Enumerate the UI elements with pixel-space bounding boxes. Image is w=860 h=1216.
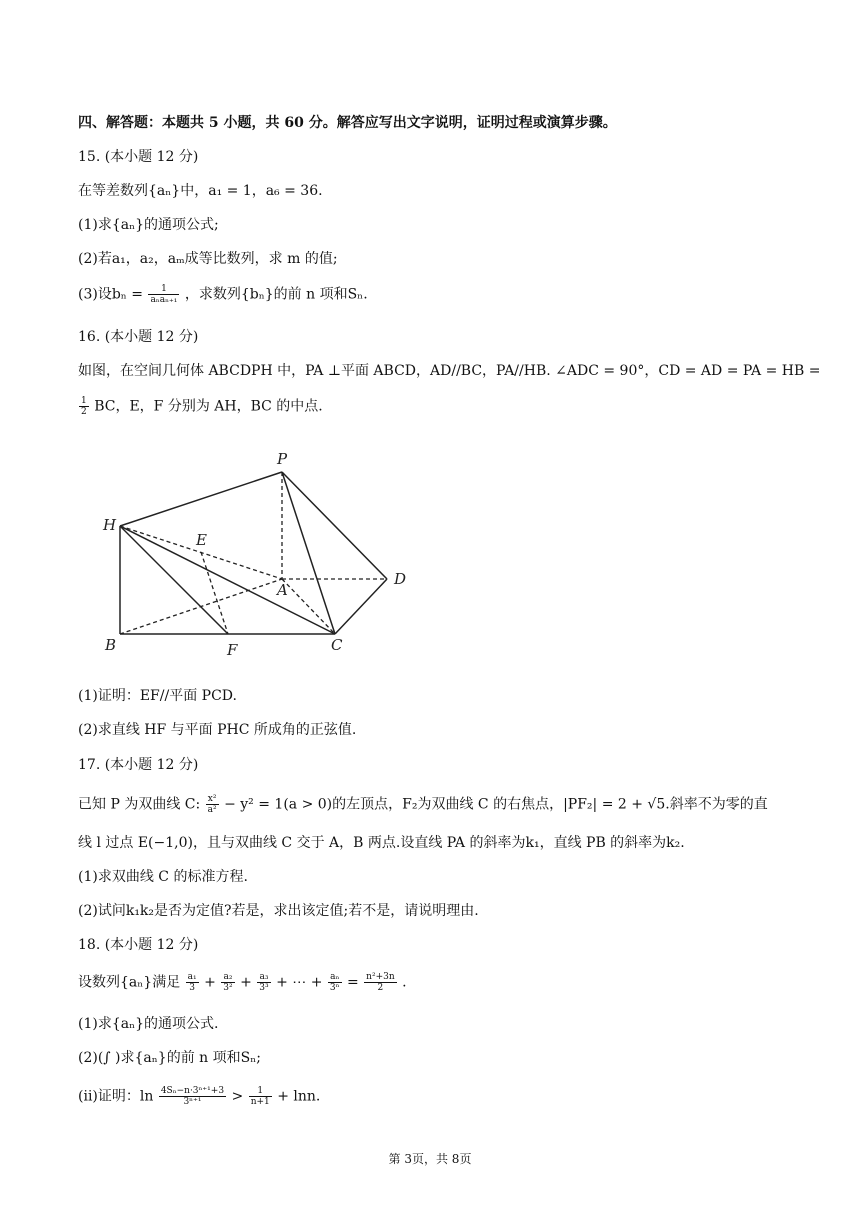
term-fraction-2 bbox=[221, 972, 234, 993]
q15-part3 bbox=[78, 284, 368, 305]
label-F: F bbox=[227, 641, 238, 659]
q16-stem-line2-text: BC，E，F 分别为 AH，BC 的中点. bbox=[94, 398, 323, 415]
fraction-numerator: x² bbox=[206, 794, 219, 805]
label-H: H bbox=[103, 516, 117, 534]
rhs-fraction bbox=[364, 972, 396, 993]
q16-part2: (2)求直线 HF 与平面 PHC 所成角的正弦值. bbox=[78, 722, 357, 738]
plus-sign: + bbox=[240, 974, 252, 991]
fraction-denominator: a² bbox=[207, 805, 217, 815]
fraction-denominator: aₙaₙ₊₁ bbox=[150, 295, 178, 305]
label-D: D bbox=[394, 570, 407, 588]
q18-stem bbox=[78, 972, 407, 993]
fraction-numerator: 4Sₙ−n·3ⁿ⁺¹+3 bbox=[160, 1086, 225, 1096]
q15-part2: (2)若a₁，a₂，aₘ成等比数列，求 m 的值; bbox=[78, 251, 338, 267]
edge-HP bbox=[120, 472, 282, 526]
edge-PC bbox=[282, 472, 335, 634]
q17-stem-post: − y² = 1(a > 0)的左顶点，F₂为双曲线 C 的右焦点，|PF₂| = 2 + √5.斜率不为零的直 bbox=[224, 796, 768, 813]
fraction-denominator: 3ⁿ⁺¹ bbox=[183, 1097, 202, 1107]
fraction-numerator: 1 bbox=[249, 1086, 272, 1097]
term-fraction-1 bbox=[186, 972, 199, 993]
q15-part3-pre: (3)设bₙ = bbox=[78, 286, 144, 303]
label-C: C bbox=[331, 636, 343, 654]
edge-PD bbox=[282, 472, 387, 579]
edge-AC-dashed bbox=[282, 579, 335, 634]
equals-sign: = bbox=[346, 974, 359, 991]
q16-header: 16. (本小题 12 分) bbox=[78, 329, 199, 345]
term-fraction-n bbox=[328, 972, 342, 993]
edge-HF bbox=[120, 526, 228, 634]
q16-part1: (1)证明：EF//平面 PCD. bbox=[78, 688, 237, 704]
fraction-denominator: 3ⁿ bbox=[329, 983, 340, 993]
q16-stem-line1: 如图，在空间几何体 ABCDPH 中，PA ⊥平面 ABCD，AD//BC，PA//HB. ∠ADC = 90°，CD = AD = PA = HB = bbox=[78, 363, 821, 379]
edge-HC bbox=[120, 526, 335, 634]
half-fraction bbox=[79, 396, 89, 417]
label-A: A bbox=[277, 581, 288, 599]
fraction-denominator: 2 bbox=[81, 407, 87, 417]
log-argument-fraction bbox=[159, 1086, 226, 1107]
q15-stem: 在等差数列{aₙ}中，a₁ = 1，a₆ = 36. bbox=[78, 183, 323, 199]
q15-part1: (1)求{aₙ}的通项公式; bbox=[78, 217, 219, 233]
fraction-denominator: 2 bbox=[377, 983, 384, 993]
q17-header: 17. (本小题 12 分) bbox=[78, 757, 199, 773]
q15-part3-fraction bbox=[148, 284, 179, 305]
q17-stem-pre: 已知 P 为双曲线 C: bbox=[78, 796, 201, 813]
q15-part3-post: ，求数列{bₙ}的前 n 项和Sₙ. bbox=[184, 286, 368, 303]
section-heading: 四、解答题：本题共 5 小题，共 60 分。解答应写出文字说明，证明过程或演算步骤。 bbox=[78, 115, 617, 131]
q18-header: 18. (本小题 12 分) bbox=[78, 937, 199, 953]
fraction-numerator: 1 bbox=[148, 284, 179, 295]
q15-header: 15. (本小题 12 分) bbox=[78, 149, 199, 165]
label-P: P bbox=[277, 450, 288, 468]
reciprocal-fraction bbox=[249, 1086, 272, 1107]
fraction-numerator: 1 bbox=[81, 396, 87, 406]
fraction-numerator: a₃ bbox=[257, 972, 270, 983]
hyperbola-fraction bbox=[206, 794, 219, 815]
edge-EF-dashed bbox=[201, 552, 228, 634]
q18-part3 bbox=[78, 1086, 320, 1107]
label-B: B bbox=[105, 636, 117, 654]
fraction-denominator: 3³ bbox=[259, 983, 269, 993]
fraction-numerator: a₂ bbox=[221, 972, 234, 983]
fraction-numerator: a₁ bbox=[187, 972, 197, 982]
term-fraction-3 bbox=[257, 972, 270, 993]
q18-part3-post: + lnn. bbox=[277, 1088, 321, 1105]
q16-stem-line2 bbox=[78, 396, 323, 417]
q18-part1: (1)求{aₙ}的通项公式. bbox=[78, 1016, 219, 1032]
edge-DC bbox=[335, 579, 387, 634]
edge-BA-dashed bbox=[120, 579, 282, 634]
stem-end: . bbox=[402, 974, 407, 991]
q18-stem-pre: 设数列{aₙ}满足 bbox=[78, 974, 181, 991]
label-E: E bbox=[196, 531, 207, 549]
plus-sign: + bbox=[204, 974, 216, 991]
fraction-denominator: n+1 bbox=[250, 1097, 270, 1107]
ellipsis-plus: + ⋯ + bbox=[276, 974, 323, 991]
q17-part1: (1)求双曲线 C 的标准方程. bbox=[78, 869, 248, 885]
page-footer: 第 3页，共 8页 bbox=[388, 1152, 472, 1166]
q18-part2: (2)(∫ )求{aₙ}的前 n 项和Sₙ; bbox=[78, 1050, 261, 1066]
q17-stem-line2: 线 l 过点 E(−1,0)，且与双曲线 C 交于 A，B 两点.设直线 PA 的斜率为k₁，直线 PB 的斜率为k₂. bbox=[78, 835, 685, 851]
fraction-numerator: n²+3n bbox=[366, 972, 395, 982]
q17-stem-line1 bbox=[78, 794, 768, 815]
greater-than-sign: > bbox=[231, 1088, 244, 1105]
fraction-denominator: 3² bbox=[223, 983, 233, 993]
q17-part2: (2)试问k₁k₂是否为定值?若是，求出该定值;若不是，请说明理由. bbox=[78, 903, 479, 919]
fraction-numerator: aₙ bbox=[328, 972, 342, 983]
geometry-figure bbox=[95, 448, 425, 663]
fraction-denominator: 3 bbox=[189, 983, 196, 993]
q18-part3-pre: (ⅱ)证明：ln bbox=[78, 1088, 154, 1105]
